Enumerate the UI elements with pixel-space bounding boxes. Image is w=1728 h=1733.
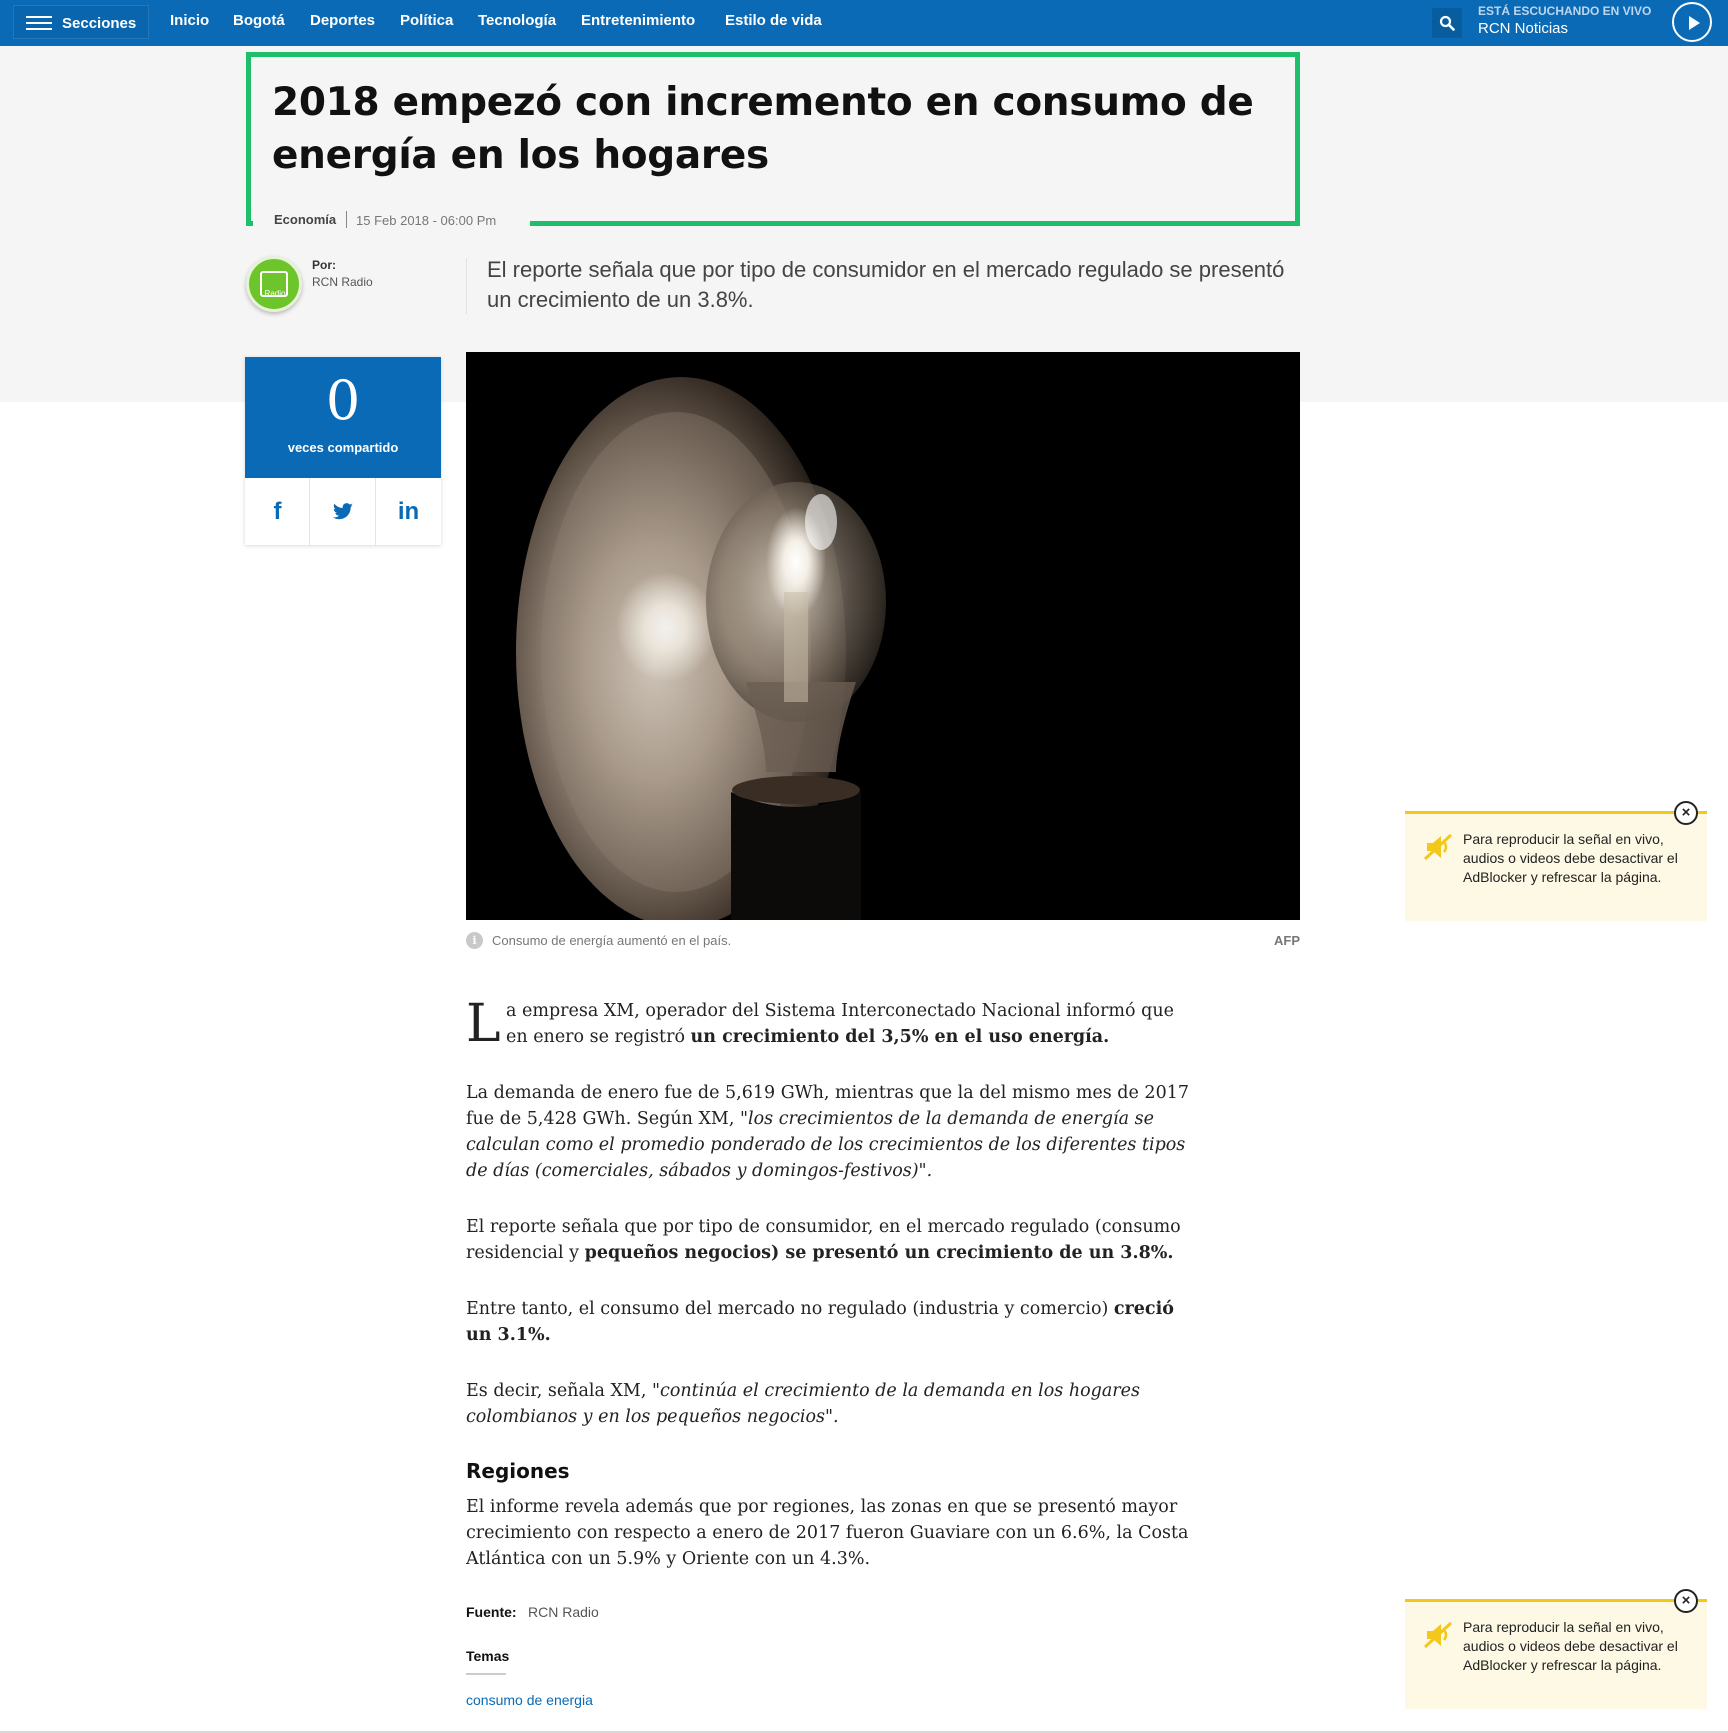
topic-tag-link[interactable]: consumo de energia [466,1692,593,1708]
avatar-text: Radio [264,289,286,298]
paragraph-2-quote: "los crecimientos de la demanda de energía se calculan como el promedio ponderado de los crecimientos de los diferentes tipos de días (comerciales, sábados y domingos-festivos)". [466,1109,1186,1181]
facebook-icon: f [273,498,282,525]
hero-image-lightbulb [466,352,1300,920]
drop-cap: L [466,994,501,1054]
category-link[interactable]: Economía [274,212,337,227]
nav-item-politica[interactable]: Política [400,12,454,29]
live-title: ESTÁ ESCUCHANDO EN VIVO [1478,4,1652,18]
share-label: veces compartido [287,440,399,455]
author-avatar[interactable] [246,256,302,312]
section-heading-regiones: Regiones [466,1459,570,1483]
paragraph-1-text: a empresa XM, operador del Sistema Interconectado Nacional informó que en enero se registró [506,1001,1174,1047]
info-icon: i [466,932,483,949]
image-credit: AFP [1274,933,1300,948]
paragraph-5-text: Es decir, señala XM, [466,1381,652,1401]
author-name[interactable]: RCN Radio [312,275,373,289]
sections-menu-button[interactable] [13,5,149,39]
paragraph-2-text: La demanda de enero fue de 5,619 GWh, mientras que la del mismo mes de 2017 fue de 5,428 GWh. Según XM, [466,1083,1189,1129]
play-icon[interactable] [1672,2,1712,42]
share-box [245,357,441,545]
source-label: Fuente: [466,1604,517,1620]
muted-speaker-icon [1423,1620,1453,1650]
paragraph-1 [506,998,1196,1050]
nav-item-entretenimiento[interactable]: Entretenimiento [581,12,696,29]
publish-date: 15 Feb 2018 - 06:00 Pm [356,213,497,228]
close-icon[interactable]: × [1674,801,1698,825]
paragraph-4 [466,1296,1196,1348]
close-icon[interactable]: × [1674,1589,1698,1613]
paragraph-5-quote: "continúa el crecimiento de la demanda en los hogares colombianos y en los pequeños negocios". [466,1381,1140,1427]
adblock-notice [1405,1599,1707,1709]
live-station[interactable]: RCN Noticias [1478,20,1569,37]
adblock-notice [1405,811,1707,921]
image-caption: Consumo de energía aumentó en el país. [492,933,732,948]
top-navbar [0,0,1728,46]
paragraph-4-text: Entre tanto, el consumo del mercado no regulado (industria y comercio) [466,1299,1114,1319]
headline-frame-edge [246,221,253,226]
paragraph-3 [466,1214,1196,1266]
paragraph-5 [466,1378,1196,1430]
paragraph-6: El informe revela además que por regiones, las zonas en que se presentó mayor crecimiento con respecto a enero de 2017 fueron Guaviare con un 6.6%, la Costa Atlántica con un 5.9% y Oriente con un 4.3%. [466,1497,1189,1569]
nav-item-deportes[interactable]: Deportes [310,12,376,29]
lead-divider [466,258,467,314]
linkedin-icon: in [397,498,420,525]
linkedin-share-button[interactable] [376,478,441,545]
search-icon[interactable] [1432,8,1462,38]
sections-label: Secciones [62,15,137,32]
share-counter [245,357,441,478]
adblock-notice-text: Para reproducir la señal en vivo, audios o videos debe desactivar el AdBlocker y refrescar la página. [1463,831,1678,885]
nav-item-estilo-de-vida[interactable]: Estilo de vida [725,12,822,29]
page-title: 2018 empezó con incremento en consumo de energía en los hogares [272,80,1254,178]
topics-label: Temas [466,1648,510,1664]
paragraph-3-text: El reporte señala que por tipo de consumidor, en el mercado regulado (consumo residencial y [466,1217,1181,1263]
paragraph-1-bold: un crecimiento del 3,5% en el uso energía. [690,1027,1110,1047]
article-lead: El reporte señala que por tipo de consumidor en el mercado regulado se presentó un crecimiento de un 3.8%. [487,257,1285,312]
paragraph-4-bold: creció un 3.1%. [466,1299,1174,1345]
twitter-icon [332,503,354,521]
nav-item-inicio[interactable]: Inicio [170,12,210,29]
adblock-notice-text: Para reproducir la señal en vivo, audios o videos debe desactivar el AdBlocker y refrescar la página. [1463,1619,1678,1673]
byline-label: Por: [312,258,336,272]
source-value: RCN Radio [528,1604,599,1620]
headline-frame-edge [530,221,1300,226]
meta-divider [346,211,347,228]
hamburger-icon [26,15,52,31]
nav-item-tecnologia[interactable]: Tecnología [478,12,557,29]
share-count: 0 [325,369,361,432]
paragraph-3-bold: pequeños negocios) se presentó un crecimiento de un 3.8%. [584,1243,1174,1263]
facebook-share-button[interactable] [245,478,310,545]
muted-speaker-icon [1423,832,1453,862]
lightbulb-image [466,352,1300,920]
paragraph-2 [466,1080,1196,1184]
nav-item-bogota[interactable]: Bogotá [233,12,285,29]
topics-underline [466,1673,506,1675]
twitter-share-button[interactable] [310,478,375,545]
